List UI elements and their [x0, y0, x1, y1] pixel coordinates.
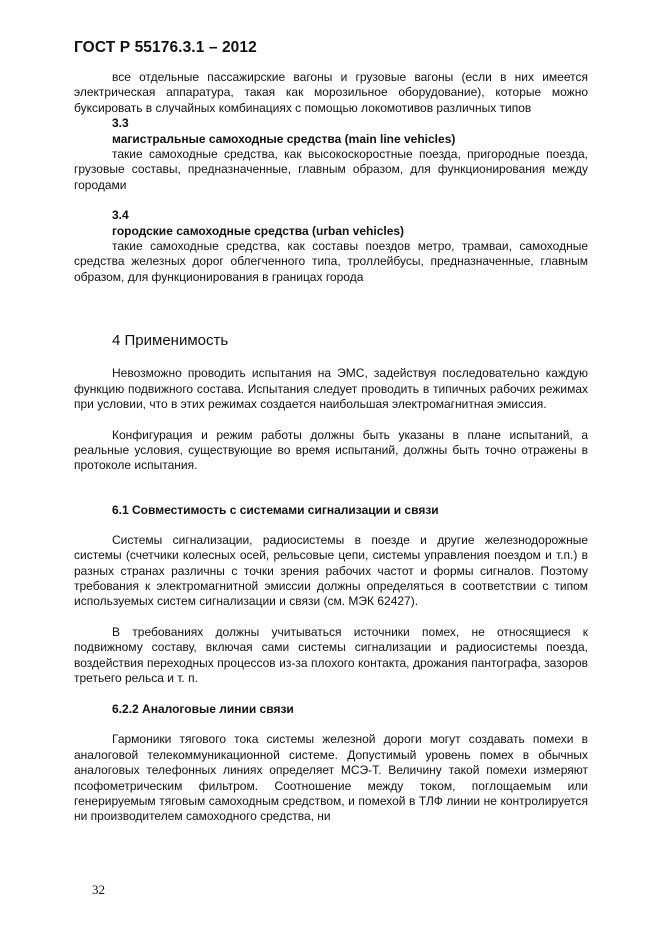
term-number: 3.3 — [112, 116, 129, 131]
term-name: городские самоходные средства (urban vehicles) — [112, 223, 405, 238]
section-4-paragraph-2: Конфигурация и режим работы должны быть указаны в плане испытаний, а реальные условия, существующие во время испытаний, должны быть точно отражены в протоколе испытания. — [74, 427, 588, 473]
term-definition: такие самоходные средства, как высокоскоростные поезда, пригородные поезда, грузовые составы, предназначенные, главным образом, для функционирования между городами — [74, 147, 588, 192]
section-6-1-paragraph-1: Системы сигнализации, радиосистемы в поезде и другие железнодорожные системы (счетчики колесных осей, рельсовые цепи, системы управления поездом и т.п.) в разных странах различны с точки зрения рабочих частот и формы сигналов. Поэтому требования к электромагнитной эмиссии должны определяться в соответствии с типом используемых систем сигнализации и связи (см. МЭК 62427). — [74, 532, 588, 609]
document-body — [74, 70, 588, 825]
term-name: магистральные самоходные средства (main line vehicles) — [112, 131, 456, 146]
section-6-1-paragraph-2: В требованиях должны учитываться источники помех, не относящиеся к подвижному составу, включая сами системы сигнализации и радиосистемы поезда, воздействия переходных процессов из-за плохого контакта, дрожания пантографа, зазоров третьего рельса и т. п. — [74, 624, 588, 685]
term-3-4 — [74, 208, 588, 285]
section-6-2-2-title: 6.2.2 Аналоговые линии связи — [112, 702, 294, 717]
intro-paragraph: все отдельные пассажирские вагоны и грузовые вагоны (если в них имеется электрическая аппаратура, такая как морозильное оборудование), которые можно буксировать в случайных комбинациях с помощью локомотивов различных типов — [74, 70, 588, 115]
section-6-2-2-paragraph-1: Гармоники тягового тока системы железной дороги могут создавать помехи в аналоговой телекоммуникационной системе. Допустимый уровень помех в обычных аналоговых телефонных линиях определяет МСЭ-Т. Величину такой помехи измеряют псофометрическим фильтром. Соотношение между током, поглощаемым или генерируемым тяговым самоходным средством, и помехой в ТЛФ линии не контролируется ни производителем самоходного средства, ни — [74, 732, 588, 824]
page-number: 32 — [92, 882, 105, 897]
term-number: 3.4 — [112, 208, 129, 223]
document-header: ГОСТ Р 55176.3.1 – 2012 — [74, 39, 257, 56]
section-4-title: 4 Применимость — [112, 332, 229, 350]
section-4-paragraph-1: Невозможно проводить испытания на ЭМС, задействуя последовательно каждую функцию подвижного состава. Испытания следует проводить в типичных рабочих режимах при условии, что в этих режимах создается наибольшая электромагнитная эмиссия. — [74, 366, 588, 412]
section-6-1-title: 6.1 Совместимость с системами сигнализации и связи — [112, 502, 439, 517]
term-definition: такие самоходные средства, как составы поездов метро, трамваи, самоходные средства железных дорог облегченного типа, троллейбусы, предназначенные, главным образом, для функционирования в границах города — [74, 239, 588, 284]
term-3-3 — [74, 116, 588, 193]
